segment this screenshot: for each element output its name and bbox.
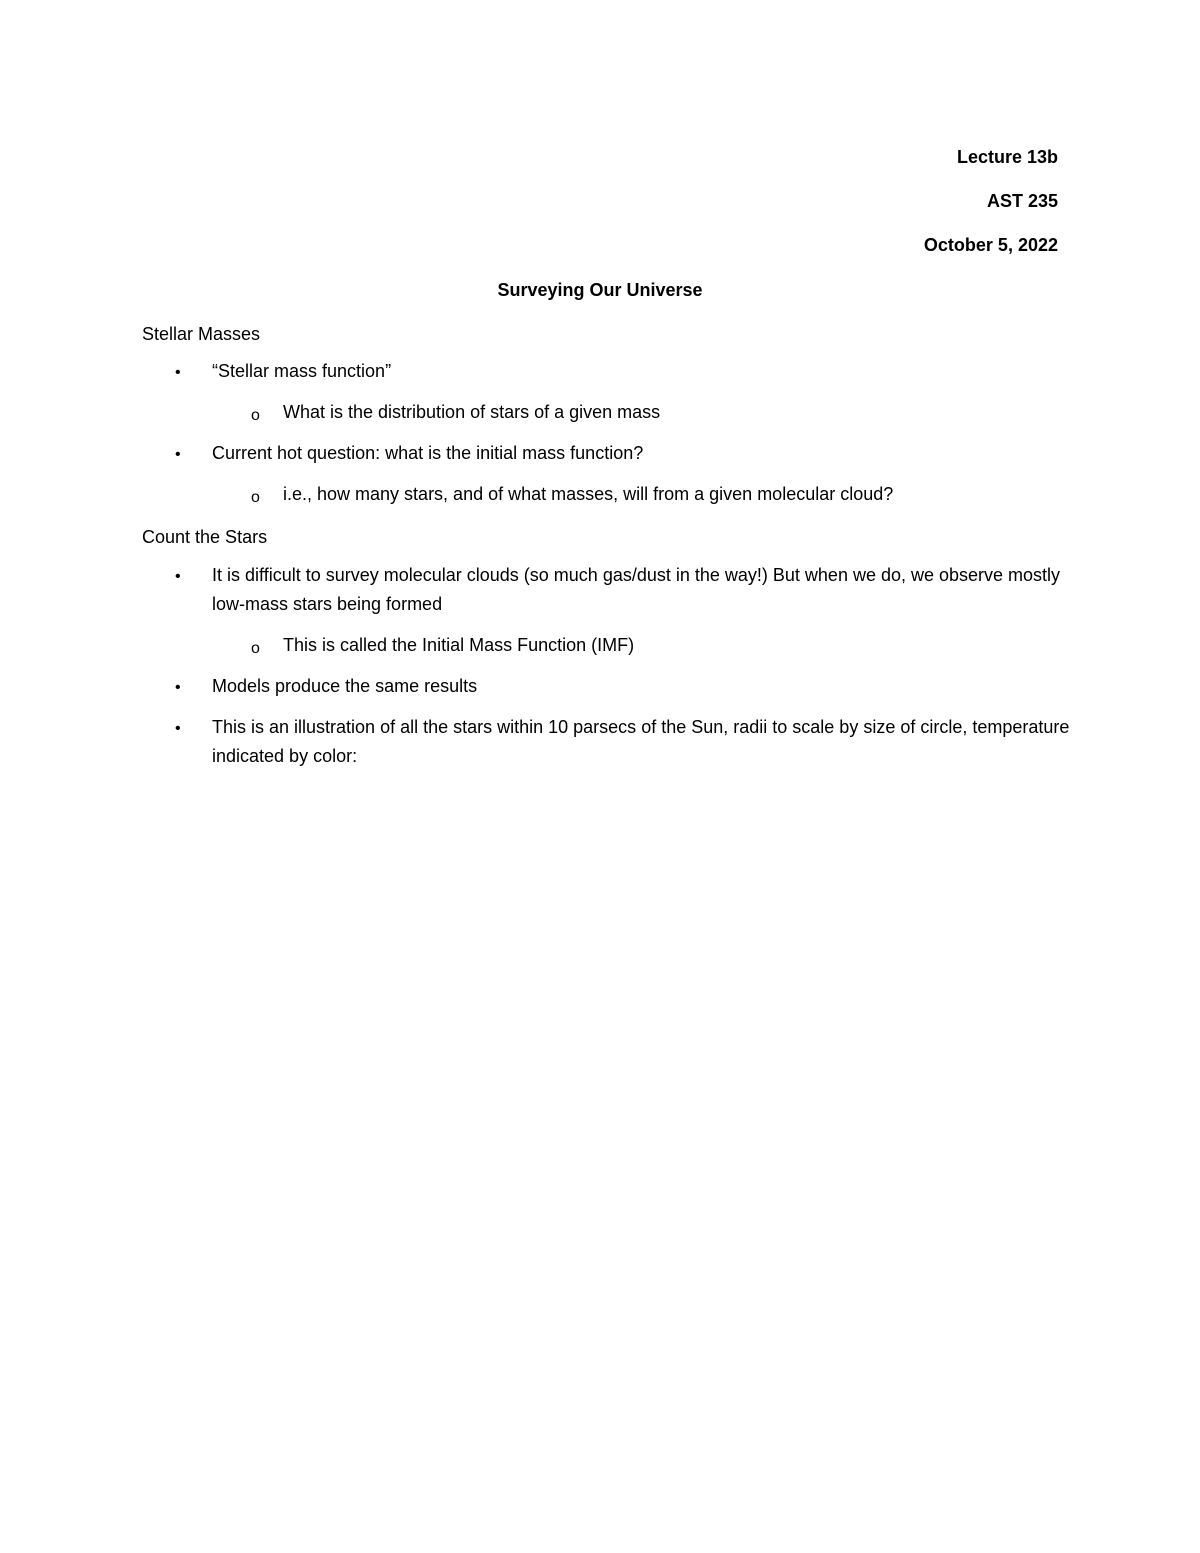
list-item: Current hot question: what is the initial mass function? <box>212 443 644 463</box>
section-heading-stellar-masses: Stellar Masses <box>142 324 261 344</box>
bullet-icon: • <box>175 679 181 696</box>
list-item: This is called the Initial Mass Function (IMF) <box>283 635 635 655</box>
bullet-icon: • <box>175 364 181 381</box>
list-item: It is difficult to survey molecular clouds (so much gas/dust in the way!) But when we do, we observe mostly low-mass stars being formed <box>212 565 1061 614</box>
lecture-date: October 5, 2022 <box>923 235 1058 255</box>
sub-bullet-icon: o <box>251 407 260 424</box>
bullet-icon: • <box>175 446 181 463</box>
lecture-number: Lecture 13b <box>956 147 1058 167</box>
list-item: “Stellar mass function” <box>212 361 392 381</box>
course-code: AST 235 <box>986 191 1058 211</box>
list-item: Models produce the same results <box>212 676 478 696</box>
sub-bullet-icon: o <box>251 640 260 657</box>
list-item: i.e., how many stars, and of what masses, will from a given molecular cloud? <box>283 484 894 504</box>
bullet-icon: • <box>175 568 181 585</box>
bullet-icon: • <box>175 720 181 737</box>
list-item: What is the distribution of stars of a given mass <box>283 402 661 422</box>
page-title: Surveying Our Universe <box>497 280 703 300</box>
section-heading-count-the-stars: Count the Stars <box>142 527 268 547</box>
list-item: This is an illustration of all the stars within 10 parsecs of the Sun, radii to scale by size of circle, temperature indicated by color: <box>212 717 1070 766</box>
sub-bullet-icon: o <box>251 489 260 506</box>
